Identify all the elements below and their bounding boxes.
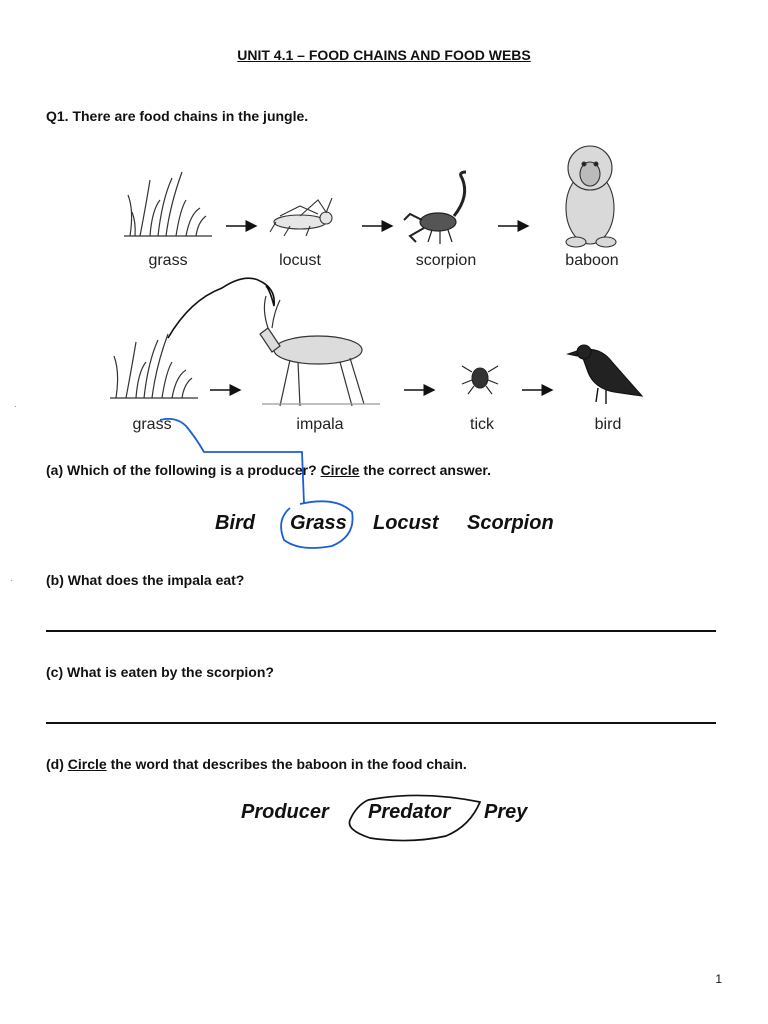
tick-illustration xyxy=(462,366,498,394)
grass-illustration-2 xyxy=(110,334,198,398)
question-d-suffix: the word that describes the baboon in the food chain. xyxy=(106,756,467,772)
chain2-label-tick: tick xyxy=(470,416,494,433)
choice-grass[interactable]: Grass xyxy=(290,512,347,534)
question-d-prefix: (d) xyxy=(46,756,68,772)
impala-illustration xyxy=(260,296,380,406)
answer-line-c[interactable] xyxy=(46,722,716,724)
question-a-prefix: (a) Which of the following is a producer? xyxy=(46,462,321,478)
question-c: (c) What is eaten by the scorpion? xyxy=(46,664,274,680)
chain1-label-baboon: baboon xyxy=(565,252,619,269)
chain2-label-bird: bird xyxy=(594,416,622,433)
question-d-keyword: Circle xyxy=(67,756,107,772)
locust-illustration xyxy=(270,198,332,236)
chain1-label-locust: locust xyxy=(279,252,321,269)
chain2-label-impala: impala xyxy=(296,416,344,433)
choice-bird[interactable]: Bird xyxy=(215,512,255,534)
stray-mark: · xyxy=(14,402,17,411)
choice-scorpion[interactable]: Scorpion xyxy=(467,512,554,534)
answer-line-b[interactable] xyxy=(46,630,716,632)
question-a-keyword: Circle xyxy=(320,462,360,478)
handdrawn-black-line xyxy=(168,278,274,338)
choice-locust[interactable]: Locust xyxy=(373,512,439,534)
page-number: 1 xyxy=(715,972,722,986)
chain2-label-grass: grass xyxy=(132,416,172,433)
scorpion-illustration xyxy=(404,172,466,244)
question-a xyxy=(46,462,491,478)
question-b: (b) What does the impala eat? xyxy=(46,572,245,588)
choice-producer[interactable]: Producer xyxy=(241,801,329,823)
chain1-label-scorpion: scorpion xyxy=(415,252,477,269)
question-d xyxy=(46,756,467,772)
grass-illustration-1 xyxy=(124,172,212,236)
baboon-illustration xyxy=(566,146,616,247)
chain1-label-grass: grass xyxy=(148,252,188,269)
question-1: Q1. There are food chains in the jungle. xyxy=(46,108,309,124)
stray-mark: · xyxy=(10,576,13,585)
question-a-suffix: the correct answer. xyxy=(359,462,491,478)
bird-illustration xyxy=(568,345,642,404)
page-title: UNIT 4.1 – FOOD CHAINS AND FOOD WEBS xyxy=(237,47,531,63)
choice-predator[interactable]: Predator xyxy=(368,801,451,823)
choice-prey[interactable]: Prey xyxy=(484,801,528,823)
